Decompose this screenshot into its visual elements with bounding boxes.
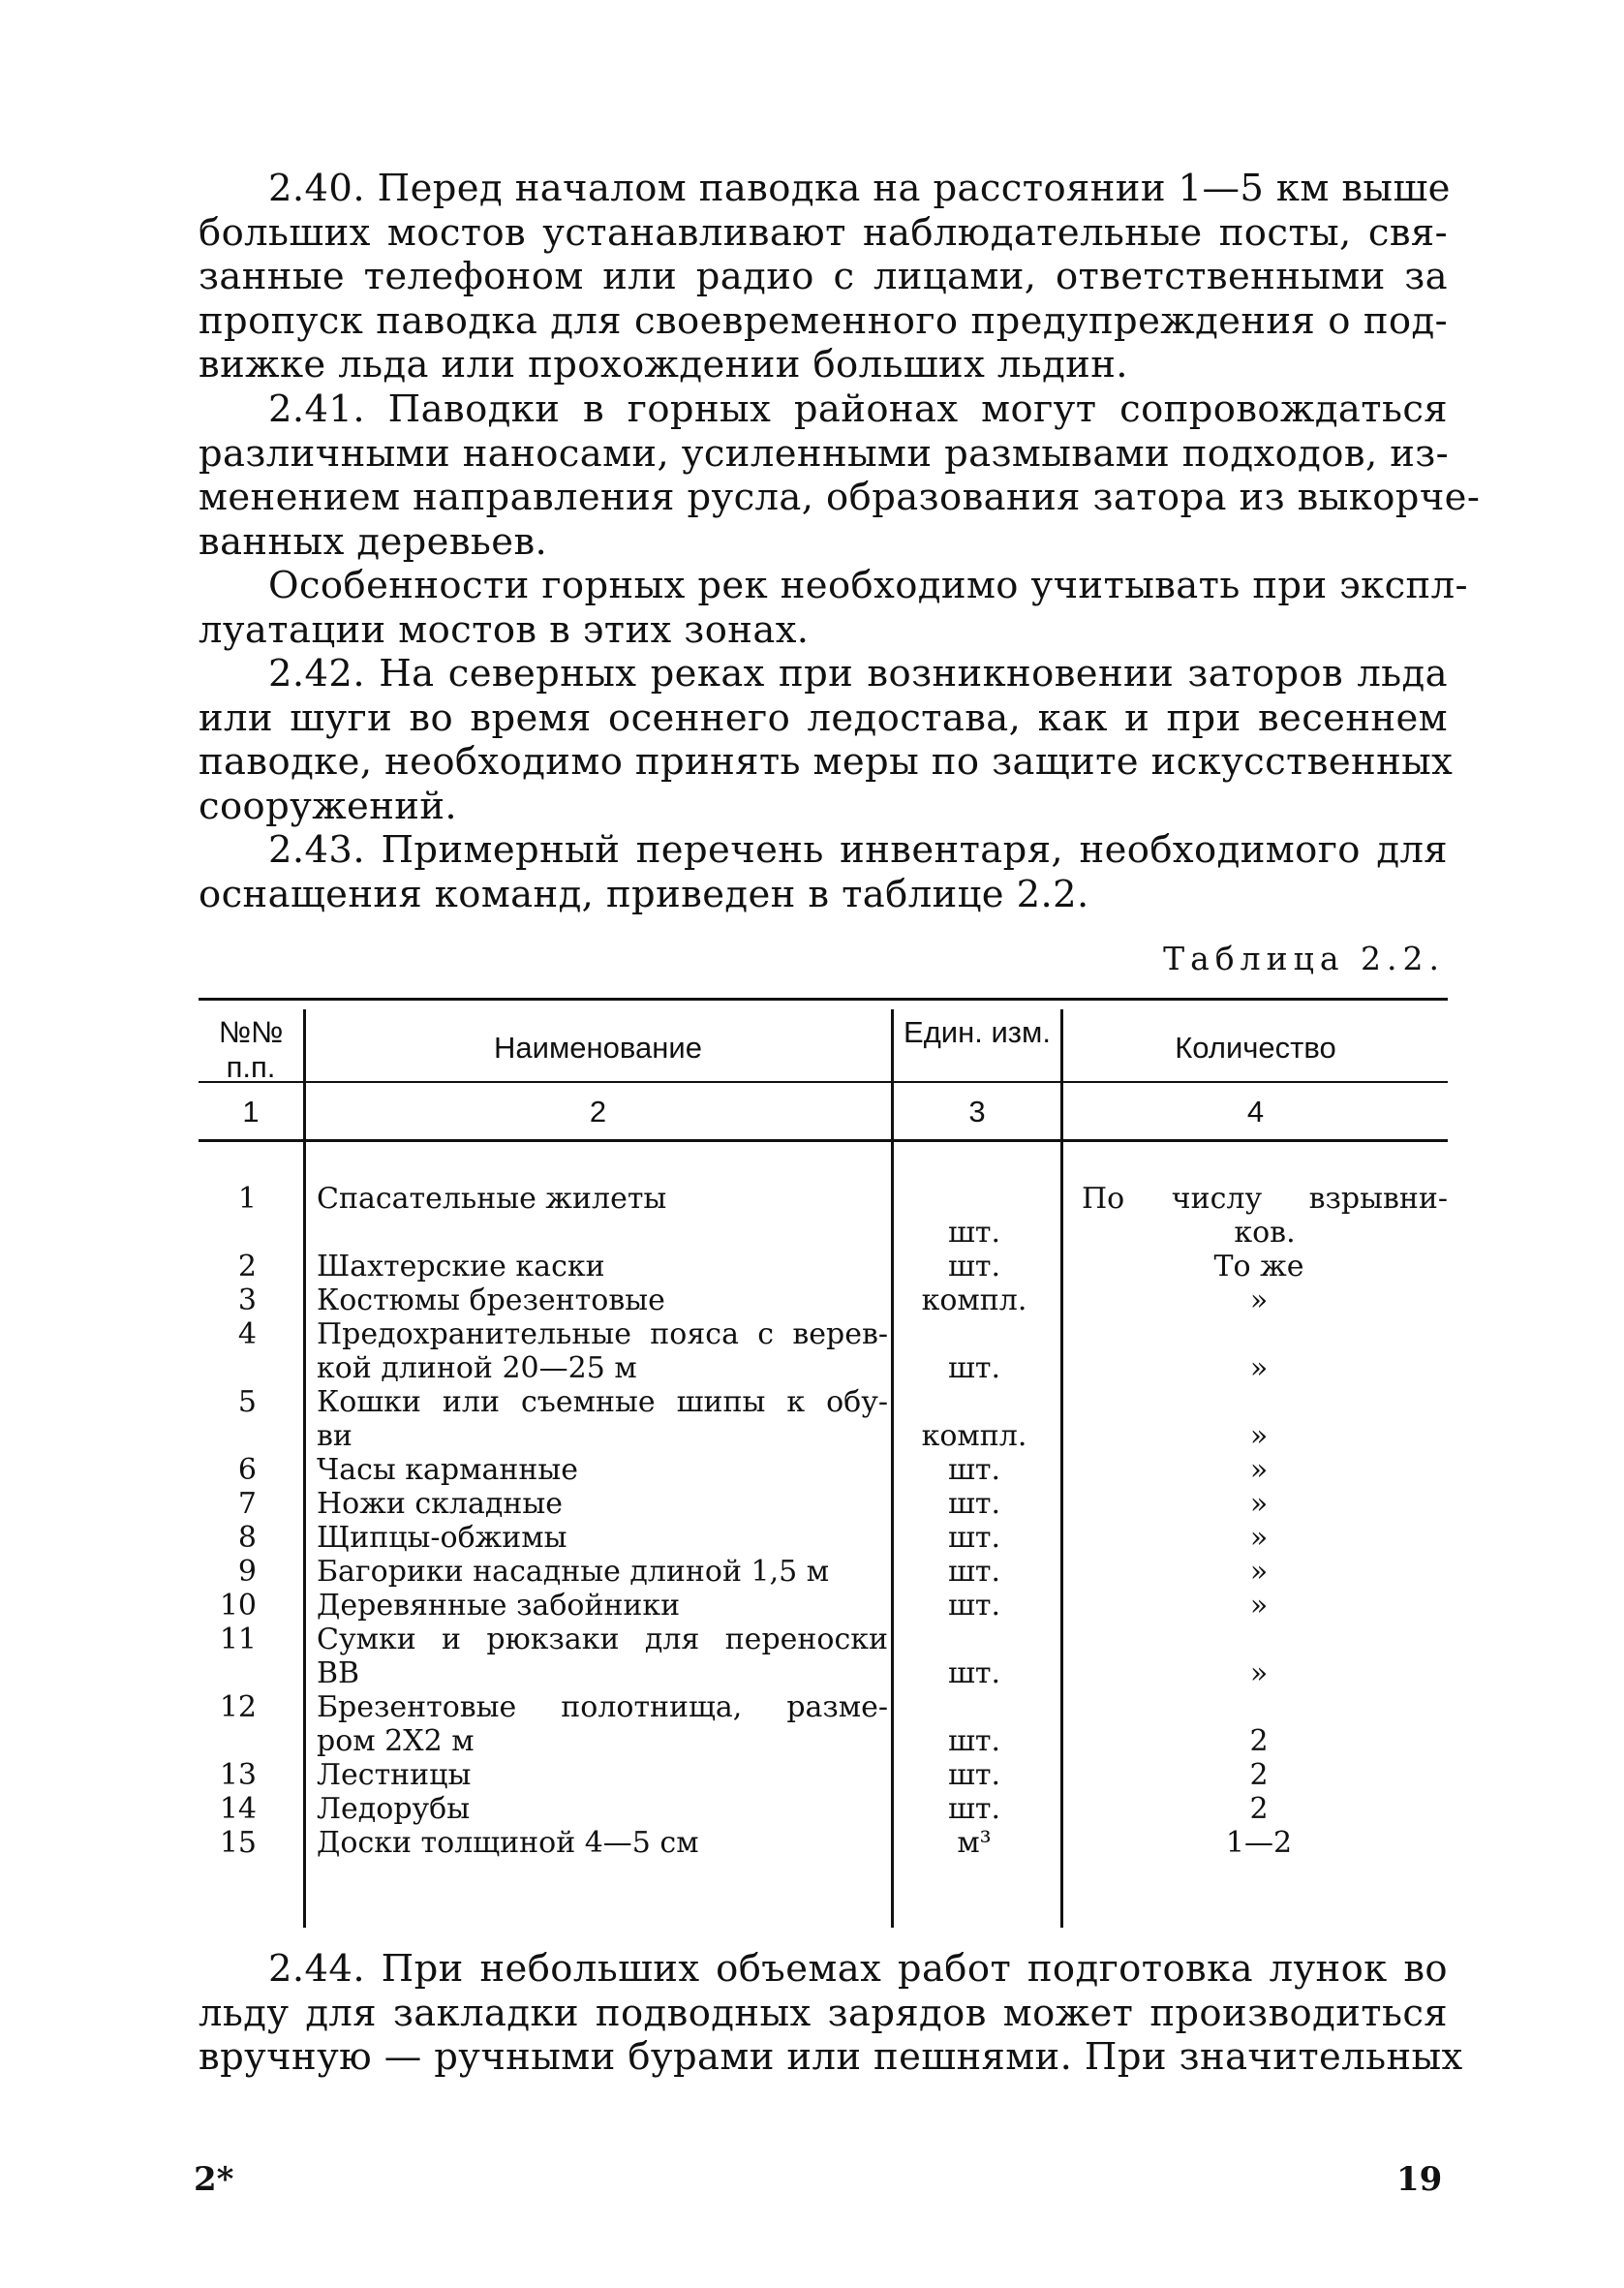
item-name-line: Щипцы-обжимы: [317, 1521, 567, 1555]
text-line: вручную — ручными бурами или пешнями. При значительных: [199, 2035, 1463, 2080]
row-quantity: [1070, 1351, 1448, 1385]
row-item-name: [317, 1521, 888, 1555]
text-line: 2.40. Перед началом паводка на расстоянии 1—5 км выше: [268, 167, 1451, 210]
row-number: 4: [237, 1317, 257, 1351]
text-line: или шуги во время осеннего ледостава, как и при весеннем: [199, 696, 1448, 740]
header-unit: Един. изм.: [904, 1015, 1051, 1049]
header-num-label: №№ п.п.: [218, 1015, 284, 1084]
quantity-line: 2: [1249, 1758, 1269, 1792]
item-name-line: Спасательные жилеты: [317, 1182, 667, 1216]
row-item-name: [317, 1182, 888, 1216]
row-item-name: [317, 1792, 888, 1826]
quantity-line: То же: [1213, 1250, 1304, 1283]
table-row: [199, 1623, 1448, 1690]
text-line: различными наносами, усиленными размывами подходов, из-: [199, 431, 1450, 476]
text-line: ванных деревьев.: [199, 519, 548, 564]
table-colnum-rule: [199, 1139, 1448, 1142]
text-line: менением направления русла, образования затора из выкорче-: [199, 476, 1481, 520]
row-item-name: [317, 1589, 888, 1623]
colnum-2: 2: [589, 1095, 607, 1129]
item-name-line: Деревянные забойники: [317, 1589, 681, 1623]
item-name-line: Сумки и рюкзаки для переноски: [317, 1623, 888, 1656]
item-name-line: Шахтерские каски: [317, 1250, 605, 1283]
colnum-1: 1: [242, 1095, 260, 1129]
row-item-name: [317, 1826, 888, 1860]
row-item-name: [317, 1250, 888, 1283]
quantity-line: »: [1249, 1283, 1269, 1317]
text-line: вижке льда или прохождении больших льдин.: [199, 343, 1128, 387]
quantity-line: 2: [1249, 1792, 1269, 1826]
paragraph-2-43: [199, 828, 1448, 916]
colnum-3: 3: [968, 1095, 986, 1129]
header-qty: Количество: [1175, 1031, 1336, 1065]
row-unit: шт.: [947, 1453, 1001, 1487]
quantity-line: »: [1249, 1453, 1269, 1487]
table-row: [199, 1589, 1448, 1623]
row-quantity: [1070, 1589, 1448, 1623]
quantity-line: 1—2: [1225, 1826, 1293, 1860]
table-row: [199, 1182, 1448, 1250]
table-top-rule: [199, 998, 1448, 1001]
row-quantity: [1070, 1453, 1448, 1487]
quantity-line: »: [1249, 1351, 1269, 1385]
text-line: пропуск паводка для своевременного предупреждения о под-: [199, 298, 1448, 343]
row-number: 12: [219, 1690, 257, 1724]
row-unit: шт.: [947, 1656, 1001, 1690]
text-line: больших мостов устанавливают наблюдательные посты, свя-: [199, 210, 1448, 255]
table-row: [199, 1453, 1448, 1487]
row-quantity: [1070, 1826, 1448, 1860]
row-unit: шт.: [947, 1487, 1001, 1521]
table-row: [199, 1250, 1448, 1283]
row-item-name: [317, 1487, 888, 1521]
row-unit: компл.: [921, 1283, 1027, 1317]
row-quantity: [1070, 1283, 1448, 1317]
colnum-4: 4: [1246, 1095, 1265, 1129]
text-line: льду для закладки подводных зарядов может производиться: [199, 1991, 1448, 2035]
text-line: паводке, необходимо принять меры по защите искусственных: [199, 740, 1454, 785]
inventory-table: [199, 998, 1448, 1928]
row-number: 13: [219, 1758, 257, 1792]
item-name-line: Лестницы: [317, 1758, 472, 1792]
row-quantity: [1070, 1419, 1448, 1453]
row-number: 6: [237, 1453, 257, 1487]
row-number: 3: [237, 1283, 257, 1317]
table-row: [199, 1283, 1448, 1317]
row-quantity: [1070, 1487, 1448, 1521]
page-number: 19: [1396, 2160, 1443, 2199]
item-name-line: ВВ: [317, 1656, 360, 1690]
quantity-line: »: [1249, 1487, 1269, 1521]
table-row: [199, 1826, 1448, 1860]
row-item-name: [317, 1690, 888, 1758]
row-unit: шт.: [947, 1589, 1001, 1623]
table-row: [199, 1690, 1448, 1758]
row-number: 8: [237, 1521, 257, 1555]
row-quantity: [1070, 1758, 1448, 1792]
row-quantity: [1070, 1250, 1448, 1283]
item-name-line: ром 2Х2 м: [317, 1724, 475, 1758]
header-num: [199, 1015, 303, 1085]
quantity-line: ков.: [1234, 1216, 1296, 1250]
row-number: 14: [219, 1792, 257, 1826]
text-line: 2.43. Примерный перечень инвентаря, необходимого для: [268, 828, 1448, 872]
row-unit: шт.: [947, 1792, 1001, 1826]
quantity-line: »: [1249, 1555, 1269, 1589]
item-name-line: кой длиной 20—25 м: [317, 1351, 637, 1385]
table-row: [199, 1317, 1448, 1385]
quantity-line: »: [1249, 1419, 1269, 1453]
paragraph-2-42: [199, 652, 1454, 828]
quantity-line: »: [1249, 1589, 1269, 1623]
row-unit: компл.: [921, 1419, 1027, 1453]
row-number: 7: [237, 1487, 257, 1521]
row-unit: шт.: [947, 1758, 1001, 1792]
row-quantity: [1070, 1555, 1448, 1589]
table-row: [199, 1758, 1448, 1792]
text-line: оснащения команд, приведен в таблице 2.2.: [199, 872, 1089, 916]
text-line: 2.44. При небольших объемах работ подготовка лунок во: [268, 1947, 1448, 1991]
row-number: 11: [219, 1623, 257, 1656]
item-name-line: Предохранительные пояса с верев-: [317, 1317, 888, 1351]
paragraph-2-44: [199, 1947, 1463, 2080]
row-quantity: [1070, 1656, 1448, 1690]
row-quantity: [1070, 1521, 1448, 1555]
text-line: 2.41. Паводки в горных районах могут сопровождаться: [268, 387, 1448, 431]
text-line: 2.42. На северных реках при возникновении заторов льда: [268, 652, 1448, 696]
item-name-line: Брезентовые полотнища, разме-: [317, 1690, 888, 1724]
text-line: Особенности горных рек необходимо учитывать при экспл-: [268, 564, 1468, 607]
row-number: 2: [237, 1250, 257, 1283]
row-unit: шт.: [947, 1724, 1001, 1758]
table-row: [199, 1792, 1448, 1826]
row-unit: шт.: [947, 1250, 1001, 1283]
quantity-line: »: [1249, 1521, 1269, 1555]
item-name-line: Костюмы брезентовые: [317, 1283, 665, 1317]
row-quantity: [1070, 1182, 1448, 1250]
row-item-name: [317, 1758, 888, 1792]
text-line: занные телефоном или радио с лицами, ответственными за: [199, 255, 1448, 299]
row-unit: шт.: [947, 1216, 1001, 1250]
row-number: 9: [237, 1555, 257, 1589]
item-name-line: Часы карманные: [317, 1453, 578, 1487]
row-number: 10: [219, 1589, 257, 1623]
row-unit: шт.: [947, 1555, 1001, 1589]
row-item-name: [317, 1385, 888, 1453]
text-line: сооружений.: [199, 784, 458, 828]
text-line: луатации мостов в этих зонах.: [199, 607, 810, 652]
item-name-line: Ледорубы: [317, 1792, 471, 1826]
row-item-name: [317, 1623, 888, 1690]
paragraph-2-41-continued: [199, 564, 1468, 652]
row-item-name: [317, 1555, 888, 1589]
table-caption: Таблица 2.2.: [1163, 940, 1445, 977]
table-row: [199, 1385, 1448, 1453]
item-name-line: Ножи складные: [317, 1487, 563, 1521]
row-item-name: [317, 1283, 888, 1317]
row-number: 5: [237, 1385, 257, 1419]
table-row: [199, 1521, 1448, 1555]
paragraph-2-40: [199, 167, 1451, 387]
quantity-line: По числу взрывни-: [1082, 1182, 1448, 1216]
row-unit: м³: [957, 1826, 992, 1860]
table-header-rule: [199, 1081, 1448, 1083]
row-unit: шт.: [947, 1351, 1001, 1385]
item-name-line: Багорики насадные длиной 1,5 м: [317, 1555, 830, 1589]
table-row: [199, 1487, 1448, 1521]
row-number: 1: [237, 1182, 257, 1216]
row-number: 15: [219, 1826, 257, 1860]
paragraph-2-41: [199, 387, 1481, 564]
row-quantity: [1070, 1792, 1448, 1826]
row-item-name: [317, 1317, 888, 1385]
item-name-line: ви: [317, 1419, 352, 1453]
header-name: Наименование: [494, 1031, 702, 1065]
row-unit: шт.: [947, 1521, 1001, 1555]
quantity-line: 2: [1249, 1724, 1269, 1758]
quantity-line: »: [1249, 1656, 1269, 1690]
row-item-name: [317, 1453, 888, 1487]
signature-mark: 2*: [194, 2160, 234, 2199]
row-quantity: [1070, 1724, 1448, 1758]
table-row: [199, 1555, 1448, 1589]
item-name-line: Кошки или съемные шипы к обу-: [317, 1385, 888, 1419]
item-name-line: Доски толщиной 4—5 см: [317, 1826, 699, 1860]
